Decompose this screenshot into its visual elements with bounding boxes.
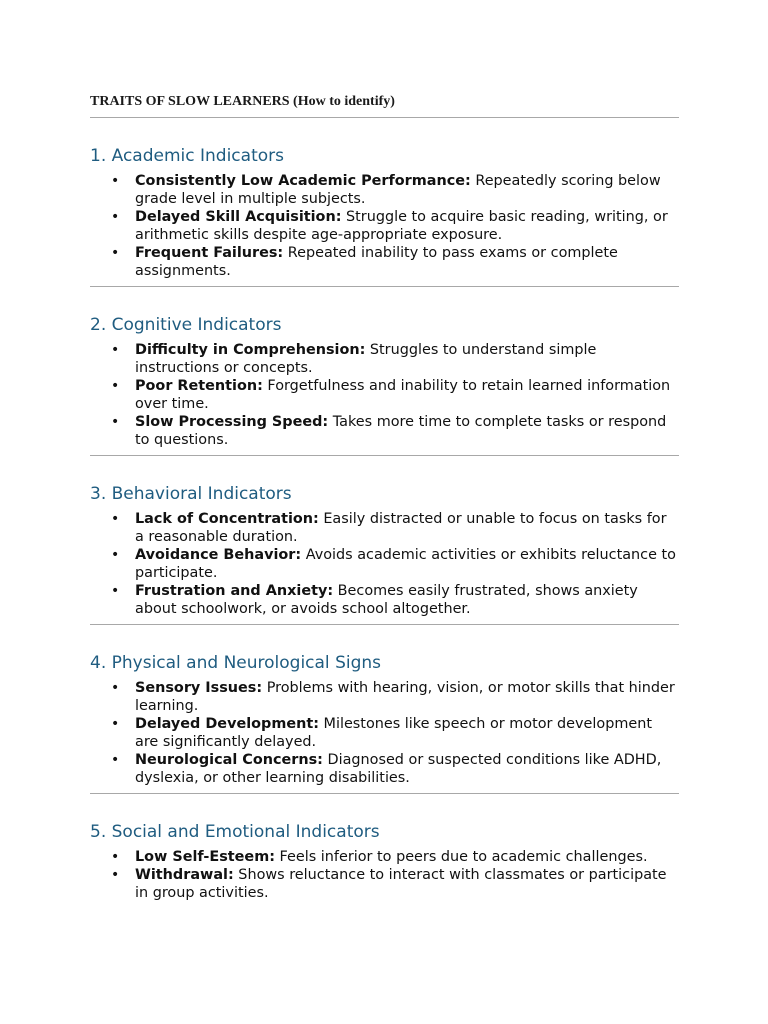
- section-heading: 4. Physical and Neurological Signs: [90, 653, 382, 673]
- list-item: [90, 848, 679, 866]
- section-academic-indicators: [90, 118, 679, 287]
- item-term: Avoidance Behavior:: [135, 547, 302, 563]
- item-term: Withdrawal:: [135, 867, 234, 883]
- item-term: Low Self-Esteem:: [135, 849, 275, 865]
- item-text: Repeated inability to pass exams or complete assignments.: [135, 245, 618, 279]
- bullet-icon: •: [111, 511, 120, 527]
- item-term: Slow Processing Speed:: [135, 414, 329, 430]
- item-text: Forgetfulness and inability to retain learned information over time.: [135, 378, 671, 412]
- bullet-icon: •: [111, 680, 120, 696]
- bullet-icon: •: [111, 378, 120, 394]
- list-item: [90, 208, 679, 244]
- bullet-icon: •: [111, 414, 120, 430]
- bullet-icon: •: [111, 547, 120, 563]
- list-item: [90, 510, 679, 546]
- bullet-icon: •: [111, 245, 120, 261]
- item-text: Avoids academic activities or exhibits reluctance to participate.: [135, 547, 676, 581]
- list-item: [90, 341, 679, 377]
- bullet-icon: •: [111, 342, 120, 358]
- item-text: Takes more time to complete tasks or respond to questions.: [135, 414, 667, 448]
- list-item: [90, 377, 679, 413]
- section-social-emotional-indicators: [90, 794, 679, 908]
- item-term: Difficulty in Comprehension:: [135, 342, 366, 358]
- item-term: Delayed Skill Acquisition:: [135, 209, 342, 225]
- item-text: Easily distracted or unable to focus on tasks for a reasonable duration.: [135, 511, 667, 545]
- item-term: Consistently Low Academic Performance:: [135, 173, 471, 189]
- document-title: TRAITS OF SLOW LEARNERS (How to identify): [90, 93, 679, 118]
- item-term: Frequent Failures:: [135, 245, 284, 261]
- bullet-icon: •: [111, 867, 120, 883]
- list-item: [90, 244, 679, 280]
- section-heading: 3. Behavioral Indicators: [90, 484, 292, 504]
- section-cognitive-indicators: [90, 287, 679, 456]
- bullet-list: [90, 843, 679, 908]
- item-term: Poor Retention:: [135, 378, 263, 394]
- section-heading: 5. Social and Emotional Indicators: [90, 822, 380, 842]
- bullet-icon: •: [111, 849, 120, 865]
- item-text: Diagnosed or suspected conditions like ADHD, dyslexia, or other learning disabilities.: [135, 752, 662, 786]
- item-term: Delayed Development:: [135, 716, 319, 732]
- section-heading: 2. Cognitive Indicators: [90, 315, 282, 335]
- item-text: Milestones like speech or motor development are significantly delayed.: [135, 716, 652, 750]
- list-item: [90, 866, 679, 902]
- item-term: Sensory Issues:: [135, 680, 263, 696]
- item-text: Problems with hearing, vision, or motor skills that hinder learning.: [135, 680, 675, 714]
- item-text: Struggles to understand simple instructions or concepts.: [135, 342, 597, 376]
- item-term: Neurological Concerns:: [135, 752, 323, 768]
- list-item: [90, 715, 679, 751]
- section-physical-neurological-signs: [90, 625, 679, 794]
- item-term: Frustration and Anxiety:: [135, 583, 334, 599]
- list-item: [90, 413, 679, 449]
- bullet-list: [90, 336, 679, 455]
- list-item: [90, 172, 679, 208]
- item-term: Lack of Concentration:: [135, 511, 319, 527]
- bullet-icon: •: [111, 752, 120, 768]
- document-page: [90, 93, 679, 908]
- bullet-list: [90, 505, 679, 624]
- bullet-icon: •: [111, 583, 120, 599]
- item-text: Becomes easily frustrated, shows anxiety about schoolwork, or avoids school altogether.: [135, 583, 638, 617]
- bullet-icon: •: [111, 173, 120, 189]
- bullet-list: [90, 167, 679, 286]
- section-heading: 1. Academic Indicators: [90, 146, 284, 166]
- item-text: Repeatedly scoring below grade level in multiple subjects.: [135, 173, 661, 207]
- list-item: [90, 679, 679, 715]
- section-behavioral-indicators: [90, 456, 679, 625]
- list-item: [90, 582, 679, 618]
- item-text: Feels inferior to peers due to academic challenges.: [274, 849, 648, 865]
- bullet-icon: •: [111, 209, 120, 225]
- list-item: [90, 751, 679, 787]
- item-text: Struggle to acquire basic reading, writing, or arithmetic skills despite age-appropriate exposure.: [135, 209, 668, 243]
- bullet-icon: •: [111, 716, 120, 732]
- bullet-list: [90, 674, 679, 793]
- item-text: Shows reluctance to interact with classmates or participate in group activities.: [135, 867, 667, 901]
- list-item: [90, 546, 679, 582]
